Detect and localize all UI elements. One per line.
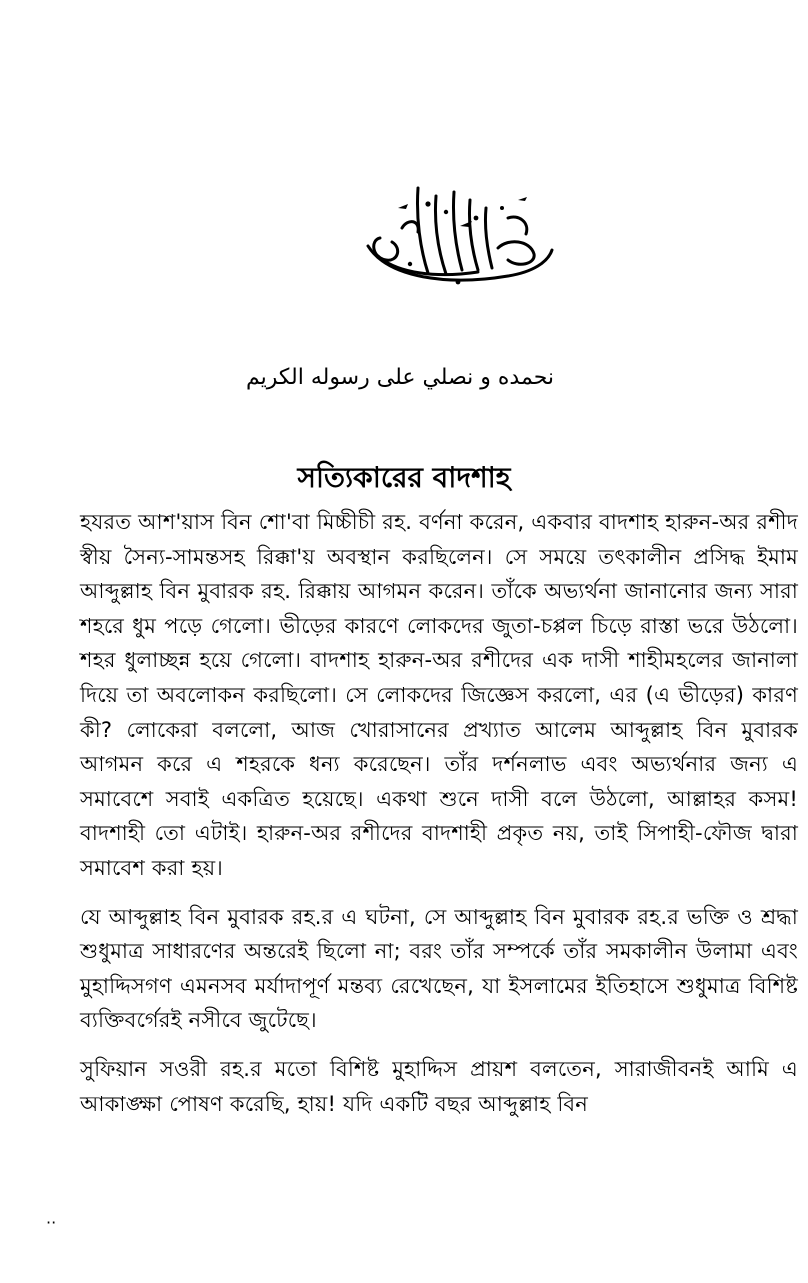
paragraph-3: সুফিয়ান সওরী রহ.র মতো বিশিষ্ট মুহাদ্দিস প্রায়শ বলতেন, সারাজীবনই আমি এ আকাঙ্ক্ষা পোষণ করেছি, হায়! যদি একটি বছর আব্দুল্লাহ বিন — [80, 1056, 798, 1116]
basmala-calligraphy-svg — [358, 178, 558, 290]
arabic-praise-line: نحمده و نصلي على رسوله الكريم — [245, 365, 555, 390]
paragraph-1: হযরত আশ'য়াস বিন শো'বা মিচ্চীচী রহ. বর্ণনা করেন, একবার বাদশাহ হারুন-অর রশীদ স্বীয় সৈন্য-সামন্তসহ রিক্কা'য় অবস্থান করছিলেন। সে সময়ে তৎকালীন প্রসিদ্ধ ইমাম আব্দুল্লাহ বিন মুবারক রহ. রিক্কায় আগমন করেন। তাঁকে অভ্যর্থনা জানানোর জন্য সারা শহরে ধুম পড়ে গেলো। ভীড়ের কারণে লোকদের জুতা-চপ্পল চিড়ে রাস্তা ভরে উঠলো। শহর ধুলাচ্ছন্ন হয়ে গেলো। বাদশাহ হারুন-অর রশীদের এক দাসী শাহীমহলের জানালা দিয়ে তা অবলোকন করছিলো। সে লোকদের জিজ্ঞেস করলো, এর (এ ভীড়ের) কারণ কী? লোকেরা বললো, আজ খোরাসানের প্রখ্যাত আলেম আব্দুল্লাহ বিন মুবারক আগমন করে এ শহরকে ধন্য করেছেন। তাঁর দর্শনলাভ এবং অভ্যর্থনার জন্য এ সমাবেশে সবাই একত্রিত হয়েছে। একথা শুনে দাসী বলে উঠলো, আল্লাহর কসম! বাদশাহী তো এটাই। হারুন-অর রশীদের বাদশাহী প্রকৃত নয়, তাই সিপাহী-ফৌজ দ্বারা সমাবেশ করা হয়। — [80, 510, 798, 880]
basmala-calligraphy-icon — [358, 178, 558, 290]
margin-mark: ·· — [46, 1213, 57, 1232]
paragraph-2: যে আব্দুল্লাহ বিন মুবারক রহ.র এ ঘটনা, সে আব্দুল্লাহ বিন মুবারক রহ.র ভক্তি ও শ্রদ্ধা শুধুমাত্র সাধারণের অন্তরেই ছিলো না; বরং তাঁর সম্পর্কে তাঁর সমকালীন উলামা এবং মুহাদ্দিসগণ এমনসব মর্যাদাপূর্ণ মন্তব্য রেখেছেন, যা ইসলামের ইতিহাসে শুধুমাত্র বিশিষ্ট ব্যক্তিবর্গেরই নসীবে জুটেছে। — [80, 904, 798, 1033]
article-body — [80, 505, 798, 1135]
page-title: সত্যিকারের বাদশাহ — [297, 461, 511, 494]
